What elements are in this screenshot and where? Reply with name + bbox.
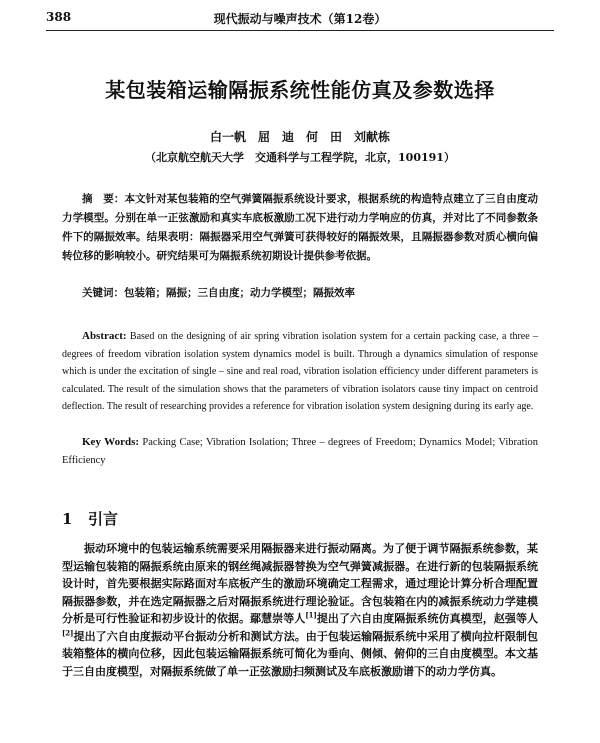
paper-title: 某包装箱运输隔振系统性能仿真及参数选择: [105, 78, 495, 102]
header-rule: [46, 30, 554, 31]
keywords-en-label: Key Words:: [82, 436, 140, 448]
intro-paragraph: [62, 540, 538, 680]
abstract-en: [62, 328, 538, 416]
affiliation: （北京航空航天大学 交通科学与工程学院，北京，100191）: [145, 151, 455, 164]
authors: 白一帆 屈 迪 何 田 刘献栋: [209, 130, 390, 144]
section-heading: [62, 508, 118, 529]
running-header: [46, 10, 554, 30]
section-number: 1: [62, 510, 73, 528]
abstract-en-label: Abstract:: [82, 330, 127, 342]
section-title: 引言: [88, 510, 119, 528]
intro-text-3: 提出了六自由度振动平台振动分析和测试方法。由于包装运输隔振系统中采用了横向拉杆限制包装箱整体的横向位移，因此包装运输隔振系统可简化为垂向、侧倾、俯仰的三自由度模型。本文基于三自由度模型，对隔振系统做了单一正弦激励扫频测试及车底板激励谱下的动力学仿真。: [62, 629, 538, 678]
abstract-cn: [62, 190, 538, 266]
intro-text-2: 提出了六自由度隔振系统仿真模型，赵强等人: [316, 612, 539, 625]
keywords-en: [62, 434, 538, 469]
keywords-cn-text: 包装箱；隔振；三自由度；动力学模型；隔振效率: [124, 287, 355, 299]
citation-2[interactable]: [2]: [62, 627, 74, 637]
abstract-en-text: Based on the designing of air spring vibration isolation system for a certain packing case, a three – degrees of freedom vibration isolation system dynamics model is built. Through a dynamics simulation of response which is under the excitation of single – sine and real road, vibration isolation efficiency under different parameters is calculated. The result of the simulation shows that the parameters of vibration isolators cause tiny impact on centroid deflection. The result of researching provides a reference for vibration isolation system designing during its early age.: [62, 331, 538, 412]
keywords-cn: [62, 284, 538, 303]
page-number: 388: [46, 10, 72, 24]
citation-1[interactable]: [1]: [305, 610, 317, 620]
keywords-cn-label: 关键词：: [82, 287, 124, 299]
abstract-cn-text: 本文针对某包装箱的空气弹簧隔振系统设计要求，根据系统的构造特点建立了三自由度动力学模型。分别在单一正弦激励和真实车底板激励工况下进行动力学响应的仿真，并对比了不同参数条件下的隔振效率。结果表明：隔振器采用空气弹簧可获得较好的隔振效果，且隔振器参数对质心横向偏转位移的影响较小。研究结果可为隔振系统初期设计提供参考依据。: [62, 193, 539, 262]
journal-title: 现代振动与噪声技术（第12卷）: [213, 12, 387, 26]
intro-text-1: 振动环境中的包装运输系统需要采用隔振器来进行振动隔离。为了便于调节隔振系统参数，某型运输包装箱的隔振系统由原来的钢丝绳减振器替换为空气弹簧减振器。在进行新的包装隔振系统设计时，首先要根据实际路面对车底板产生的激励环境确定工程需求，通过理论计算分析合理配置隔振器参数，并在选定隔振器之后对隔振系统进行理论验证。含包装箱在内的减振系统动力学建模分析是可行性验证和初步设计的依据。鄢慧崇等人: [62, 542, 538, 625]
keywords-en-text: Packing Case; Vibration Isolation; Three – degrees of Freedom; Dynamics Model; Vibration Efficiency: [62, 437, 539, 466]
abstract-cn-label: 摘 要：: [82, 193, 125, 205]
